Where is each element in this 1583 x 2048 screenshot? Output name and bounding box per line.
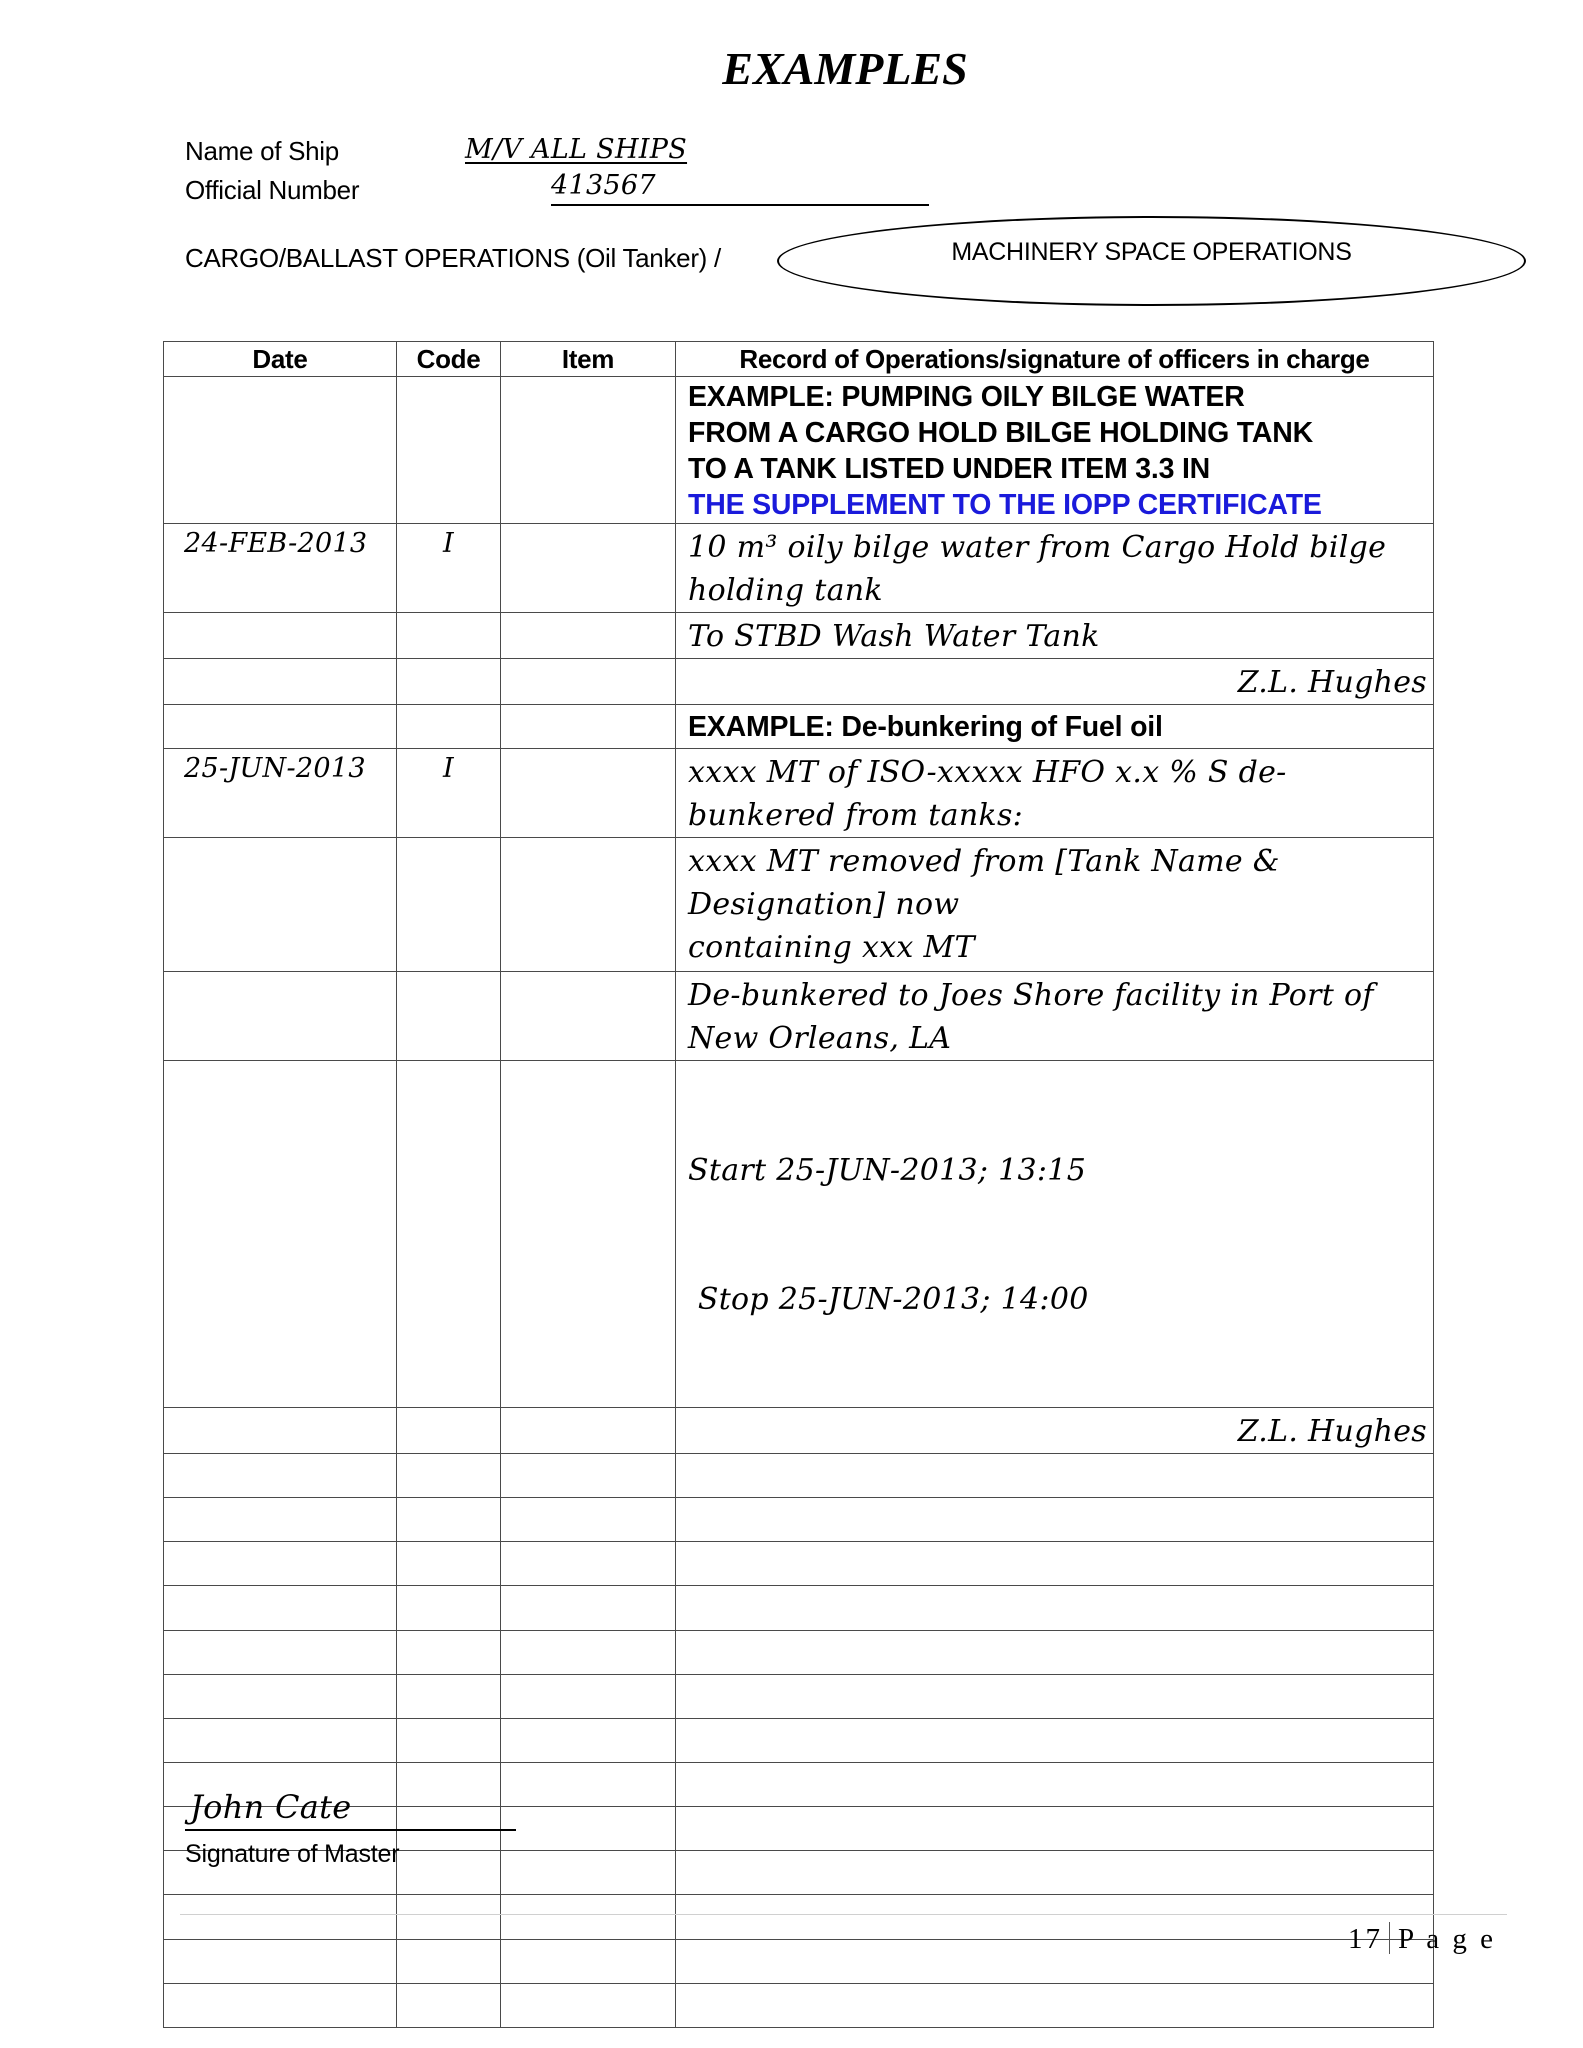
table-row-empty — [164, 1498, 1434, 1542]
cell-item — [501, 613, 676, 659]
cell-code — [397, 1454, 501, 1498]
cell-record — [676, 1586, 1434, 1630]
table-row — [164, 1408, 1434, 1454]
table-row-empty — [164, 1586, 1434, 1630]
cell-code — [397, 1630, 501, 1674]
cell-record: To STBD Wash Water Tank — [676, 613, 1434, 659]
officer-signature: Z.L. Hughes — [676, 659, 1434, 705]
table-row-empty — [164, 1718, 1434, 1762]
page-number — [1348, 1922, 1496, 1956]
cell-record — [676, 1630, 1434, 1674]
cell-item — [501, 1408, 676, 1454]
cell-code — [397, 377, 501, 524]
cell-item — [501, 1454, 676, 1498]
cell-item — [501, 1895, 676, 1939]
cell-code — [397, 1718, 501, 1762]
cell-code — [397, 838, 501, 972]
cell-item — [501, 524, 676, 613]
cell-item — [501, 659, 676, 705]
cell-record — [676, 1851, 1434, 1895]
ship-name-value: M/V ALL SHIPS — [465, 134, 688, 165]
cell-code — [397, 1939, 501, 1983]
operations-option-cargo-ballast: CARGO/BALLAST OPERATIONS (Oil Tanker) / — [185, 243, 721, 273]
cell-item — [501, 1061, 676, 1408]
cell-code — [397, 1851, 501, 1895]
example-heading-highlight: THE SUPPLEMENT TO THE IOPP CERTIFICATE — [688, 489, 1322, 521]
cell-item — [501, 1630, 676, 1674]
cell-date — [164, 613, 397, 659]
cell-record — [676, 1983, 1434, 2027]
cell-record — [676, 1542, 1434, 1586]
cell-code — [397, 1408, 501, 1454]
cell-item — [501, 972, 676, 1061]
example-heading: EXAMPLE: De-bunkering of Fuel oil — [676, 705, 1434, 749]
table-row-empty — [164, 1762, 1434, 1806]
example-heading-line: TO A TANK LISTED UNDER ITEM 3.3 IN — [688, 453, 1211, 485]
cell-date — [164, 1454, 397, 1498]
cell-date — [164, 1895, 397, 1939]
table-row-empty — [164, 1983, 1434, 2027]
table-row-empty — [164, 1674, 1434, 1718]
cell-record — [676, 377, 1434, 524]
page-label: P a g e — [1398, 1923, 1497, 1955]
cell-code: I — [397, 749, 501, 838]
start-time-line: Start 25-JUN-2013; 13:15 — [688, 1153, 1087, 1188]
master-signature: John Cate — [190, 1788, 352, 1826]
official-number-value: 413567 — [551, 170, 656, 201]
cell-date — [164, 1586, 397, 1630]
table-row — [164, 838, 1434, 972]
cell-date — [164, 1718, 397, 1762]
cell-item — [501, 1851, 676, 1895]
record-line: containing xxx MT — [688, 930, 975, 965]
cell-item — [501, 1674, 676, 1718]
cell-code — [397, 1983, 501, 2027]
cell-record — [676, 1718, 1434, 1762]
cell-item — [501, 838, 676, 972]
table-row — [164, 972, 1434, 1061]
cell-item — [501, 705, 676, 749]
cell-code — [397, 1498, 501, 1542]
officer-signature: Z.L. Hughes — [676, 1408, 1434, 1454]
cell-code — [397, 1586, 501, 1630]
table-row-empty — [164, 1542, 1434, 1586]
cell-date — [164, 1674, 397, 1718]
cell-date: 24-FEB-2013 — [164, 524, 397, 613]
table-row — [164, 659, 1434, 705]
cell-code — [397, 972, 501, 1061]
cell-code — [397, 1061, 501, 1408]
cell-code: I — [397, 524, 501, 613]
cell-record: xxxx MT of ISO-xxxxx HFO x.x % S de-bunkered from tanks: — [676, 749, 1434, 838]
cell-item — [501, 1586, 676, 1630]
cell-item — [501, 1939, 676, 1983]
cell-record: 10 m³ oily bilge water from Cargo Hold bilge holding tank — [676, 524, 1434, 613]
cell-item — [501, 1718, 676, 1762]
cell-item — [501, 1762, 676, 1806]
cell-record — [676, 1674, 1434, 1718]
table-row-empty — [164, 1630, 1434, 1674]
table-row — [164, 749, 1434, 838]
cell-code — [397, 1674, 501, 1718]
cell-record — [676, 1061, 1434, 1408]
cell-record — [676, 1807, 1434, 1851]
table-row — [164, 524, 1434, 613]
cell-date: 25-JUN-2013 — [164, 749, 397, 838]
cell-record — [676, 838, 1434, 972]
operations-option-machinery-space: MACHINERY SPACE OPERATIONS — [951, 238, 1352, 266]
cell-item — [501, 1807, 676, 1851]
cell-item — [501, 1498, 676, 1542]
official-number-label: Official Number — [185, 175, 360, 205]
example-heading-line: FROM A CARGO HOLD BILGE HOLDING TANK — [688, 417, 1314, 449]
master-signature-line — [185, 1829, 516, 1831]
oil-record-table — [163, 341, 1434, 2028]
table-row — [164, 1061, 1434, 1408]
cell-date — [164, 1498, 397, 1542]
cell-record — [676, 1939, 1434, 1983]
record-line: xxxx MT removed from [Tank Name & — [688, 844, 1280, 879]
record-line: Designation] now — [688, 887, 960, 922]
cell-date — [164, 1630, 397, 1674]
cell-record — [676, 1454, 1434, 1498]
page-title: EXAMPLES — [722, 43, 968, 94]
master-signature-label: Signature of Master — [185, 1840, 400, 1868]
empty-rows — [164, 1454, 1434, 2028]
cell-date — [164, 377, 397, 524]
cell-record: De-bunkered to Joes Shore facility in Port of New Orleans, LA — [676, 972, 1434, 1061]
stop-time-line: Stop 25-JUN-2013; 14:00 — [688, 1282, 1089, 1317]
column-header-record: Record of Operations/signature of officers in charge — [676, 342, 1434, 377]
column-header-item: Item — [501, 342, 676, 377]
cell-date — [164, 1542, 397, 1586]
cell-item — [501, 749, 676, 838]
cell-record — [676, 1895, 1434, 1939]
table-row — [164, 377, 1434, 524]
table-row-empty — [164, 1895, 1434, 1939]
cell-record — [676, 1762, 1434, 1806]
cell-code — [397, 1542, 501, 1586]
cell-item — [501, 1542, 676, 1586]
cell-code — [397, 1895, 501, 1939]
official-number-underline — [551, 204, 929, 206]
cell-item — [501, 1983, 676, 2027]
cell-item — [501, 377, 676, 524]
table-row — [164, 613, 1434, 659]
cell-code — [397, 705, 501, 749]
cell-date — [164, 972, 397, 1061]
example-heading-line: EXAMPLE: PUMPING OILY BILGE WATER — [688, 381, 1245, 413]
footer-rule — [180, 1914, 1507, 1915]
cell-date — [164, 659, 397, 705]
page-divider — [1389, 1922, 1390, 1954]
cell-code — [397, 1762, 501, 1806]
table-row-empty — [164, 1939, 1434, 1983]
cell-date — [164, 1939, 397, 1983]
cell-date — [164, 1408, 397, 1454]
cell-record — [676, 1498, 1434, 1542]
cell-date — [164, 1983, 397, 2027]
cell-code — [397, 659, 501, 705]
column-header-date: Date — [164, 342, 397, 377]
table-header-row — [164, 342, 1434, 377]
cell-date — [164, 1061, 397, 1408]
cell-code — [397, 613, 501, 659]
page-number-value: 17 — [1348, 1923, 1383, 1955]
column-header-code: Code — [397, 342, 501, 377]
table-row — [164, 705, 1434, 749]
table-row-empty — [164, 1454, 1434, 1498]
cell-date — [164, 838, 397, 972]
cell-date — [164, 705, 397, 749]
ship-name-label: Name of Ship — [185, 136, 339, 166]
